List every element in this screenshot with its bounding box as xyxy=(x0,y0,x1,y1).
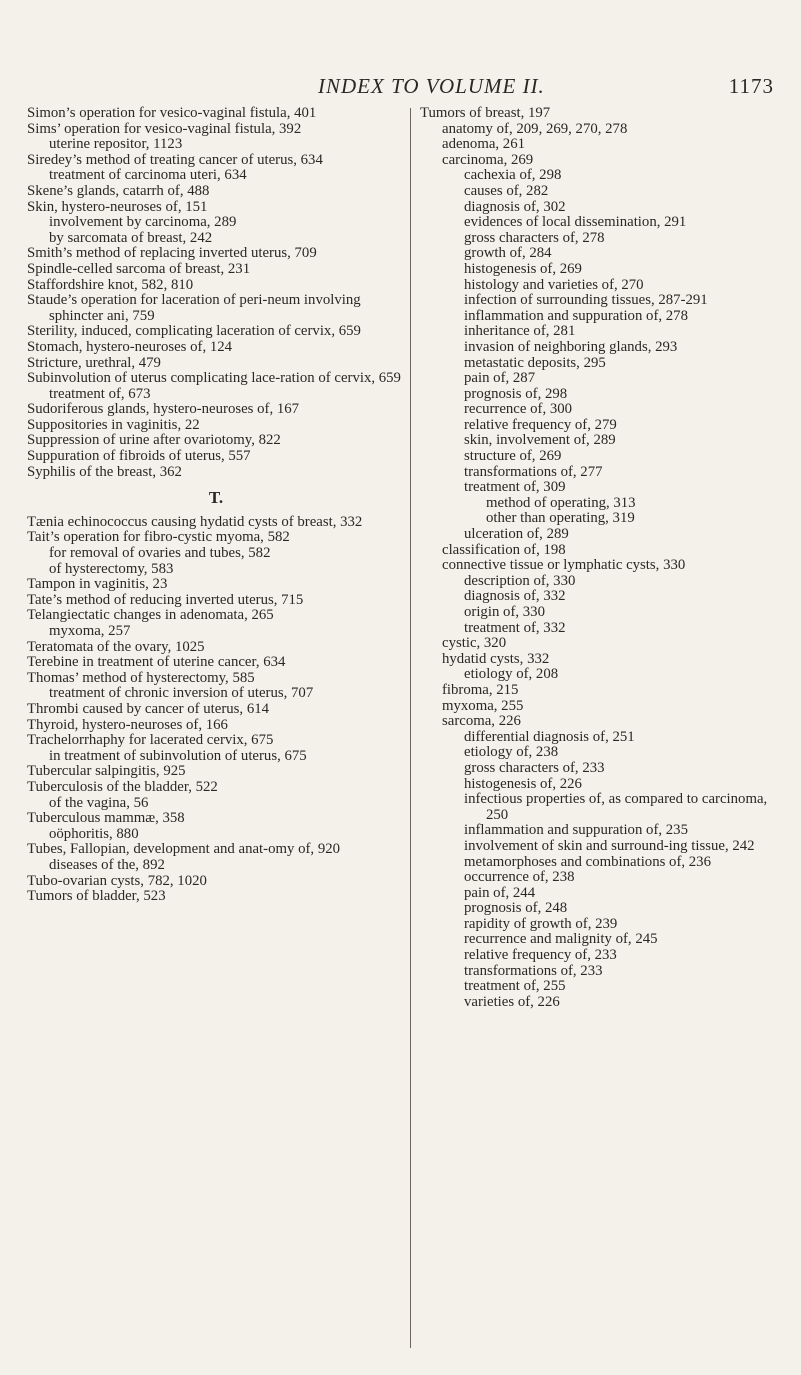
index-subentry: etiology of, 208 xyxy=(464,666,559,683)
index-entry: Teratomata of the ovary, 1025 xyxy=(27,638,205,655)
index-subentry: diagnosis of, 302 xyxy=(464,198,566,215)
index-subentry: recurrence and malignity of, 245 xyxy=(464,931,658,948)
index-subentry: treatment of, 332 xyxy=(464,619,566,636)
index-subentry: involvement by carcinoma, 289 xyxy=(49,214,237,231)
s-entry-list xyxy=(27,106,405,480)
index-subentry: recurrence of, 300 xyxy=(464,401,573,418)
index-entry: Sudoriferous glands, hystero-neuroses of, 167 xyxy=(27,401,300,418)
index-subentry: invasion of neighboring glands, 293 xyxy=(464,338,678,355)
index-entry: Tumors of bladder, 523 xyxy=(27,888,166,905)
index-entry: Sterility, induced, complicating laceration of cervix, 659 xyxy=(27,323,361,340)
index-subentry: of the vagina, 56 xyxy=(49,794,149,811)
index-subentry: infectious properties of, as compared to carcinoma, 250 xyxy=(464,791,768,823)
index-entry: Suppression of urine after ovariotomy, 822 xyxy=(27,432,281,449)
index-entry: Syphilis of the breast, 362 xyxy=(27,463,182,480)
index-subentry: prognosis of, 298 xyxy=(464,385,568,402)
index-entry: Stricture, urethral, 479 xyxy=(27,354,161,371)
index-entry: Spindle-celled sarcoma of breast, 231 xyxy=(27,260,251,277)
index-subentry: anatomy of, 209, 269, 270, 278 xyxy=(442,120,628,137)
index-subentry: carcinoma, 269 xyxy=(442,151,534,168)
index-entry: Thyroid, hystero-neuroses of, 166 xyxy=(27,716,228,733)
index-subentry: other than operating, 319 xyxy=(486,510,635,527)
index-entry: Staffordshire knot, 582, 810 xyxy=(27,276,194,293)
column-divider xyxy=(410,108,411,1348)
index-subentry: connective tissue or lymphatic cysts, 330 xyxy=(442,557,686,574)
index-subentry: diagnosis of, 332 xyxy=(464,588,566,605)
index-subentry: sarcoma, 226 xyxy=(442,713,521,730)
index-subentry: cachexia of, 298 xyxy=(464,167,562,184)
index-entry: Tate’s method of reducing inverted uterus, 715 xyxy=(27,591,304,608)
index-subentry: evidences of local dissemination, 291 xyxy=(464,214,687,231)
index-subentry: transformations of, 277 xyxy=(464,463,603,480)
index-subentry: cystic, 320 xyxy=(442,635,507,652)
index-entry: Telangiectatic changes in adenomata, 265 xyxy=(27,607,274,624)
index-subentry: involvement of skin and surround-ing tissue, 242 xyxy=(464,837,755,854)
index-entry: Tuberculous mammæ, 358 xyxy=(27,810,185,827)
index-subentry: fibroma, 215 xyxy=(442,681,519,698)
index-subentry: adenoma, 261 xyxy=(442,136,526,153)
index-entry: Terebine in treatment of uterine cancer, 634 xyxy=(27,654,286,671)
index-subentry: method of operating, 313 xyxy=(486,494,636,511)
index-subentry: treatment of chronic inversion of uterus, 707 xyxy=(49,685,314,702)
running-title: INDEX TO VOLUME II. xyxy=(318,74,545,98)
index-entry: Thrombi caused by cancer of uterus, 614 xyxy=(27,700,270,717)
index-entry: Suppositories in vaginitis, 22 xyxy=(27,416,200,433)
index-subentry: pain of, 287 xyxy=(464,370,536,387)
index-subentry: metastatic deposits, 295 xyxy=(464,354,606,371)
index-subentry: histology and varieties of, 270 xyxy=(464,276,644,293)
index-entry: Stomach, hystero-neuroses of, 124 xyxy=(27,338,233,355)
index-entry: Tait’s operation for fibro-cystic myoma, 582 xyxy=(27,529,290,546)
index-entry: Tænia echinococcus causing hydatid cysts of breast, 332 xyxy=(27,513,363,530)
index-subentry: transformations of, 233 xyxy=(464,962,603,979)
index-subentry: gross characters of, 233 xyxy=(464,759,605,776)
index-subentry: diseases of the, 892 xyxy=(49,856,165,873)
index-subentry: structure of, 269 xyxy=(464,448,562,465)
index-subentry: prognosis of, 248 xyxy=(464,900,568,917)
index-subentry: classification of, 198 xyxy=(442,541,566,558)
index-entry: Sims’ operation for vesico-vaginal fistula, 392 xyxy=(27,120,302,137)
left-column xyxy=(27,106,405,905)
index-subentry: pain of, 244 xyxy=(464,884,536,901)
index-subentry: growth of, 284 xyxy=(464,245,552,262)
index-subentry: origin of, 330 xyxy=(464,604,545,620)
index-subentry: skin, involvement of, 289 xyxy=(464,432,616,449)
right-column xyxy=(420,106,786,1010)
index-subentry: relative frequency of, 233 xyxy=(464,947,617,964)
index-subentry: varieties of, 226 xyxy=(464,993,560,1010)
page-header xyxy=(0,64,801,100)
index-entry: Simon’s operation for vesico-vaginal fistula, 401 xyxy=(27,105,317,121)
index-subentry: uterine repositor, 1123 xyxy=(49,136,183,153)
section-letter-heading: T. xyxy=(208,488,224,508)
index-entry: Suppuration of fibroids of uterus, 557 xyxy=(27,448,251,465)
index-entry: Thomas’ method of hysterectomy, 585 xyxy=(27,669,255,686)
index-subentry: gross characters of, 278 xyxy=(464,229,605,246)
index-entry: Smith’s method of replacing inverted uterus, 709 xyxy=(27,245,317,262)
index-subentry: occurrence of, 238 xyxy=(464,869,575,886)
index-subentry: myxoma, 257 xyxy=(49,623,131,639)
index-entry: Skene’s glands, catarrh of, 488 xyxy=(27,182,210,199)
index-subentry: histogenesis of, 226 xyxy=(464,775,582,792)
index-entry: Tuberculosis of the bladder, 522 xyxy=(27,778,218,795)
index-subentry: in treatment of subinvolution of uterus, 675 xyxy=(49,747,307,764)
index-subentry: myxoma, 255 xyxy=(442,697,524,714)
index-entry: Siredey’s method of treating cancer of uterus, 634 xyxy=(27,151,323,168)
t-entry-list xyxy=(27,515,405,905)
index-subentry: hydatid cysts, 332 xyxy=(442,650,550,667)
index-subentry: inflammation and suppuration of, 278 xyxy=(464,307,688,324)
index-subentry: treatment of, 255 xyxy=(464,978,566,995)
index-subentry: treatment of, 309 xyxy=(464,479,566,496)
index-subentry: of hysterectomy, 583 xyxy=(49,560,174,577)
index-subentry: for removal of ovaries and tubes, 582 xyxy=(49,545,271,562)
index-subentry: treatment of, 673 xyxy=(49,385,151,402)
index-subentry: description of, 330 xyxy=(464,572,576,589)
index-subentry: causes of, 282 xyxy=(464,182,549,199)
page-number: 1173 xyxy=(728,74,774,98)
index-entry: Tubes, Fallopian, development and anat-omy of, 920 xyxy=(27,841,341,858)
index-subentry: inflammation and suppuration of, 235 xyxy=(464,822,688,839)
index-subentry: relative frequency of, 279 xyxy=(464,416,617,433)
index-entry: Tubercular salpingitis, 925 xyxy=(27,763,186,780)
index-entry: Skin, hystero-neuroses of, 151 xyxy=(27,198,208,215)
index-subentry: inheritance of, 281 xyxy=(464,323,576,340)
index-subentry: ulceration of, 289 xyxy=(464,526,569,543)
index-subentry: etiology of, 238 xyxy=(464,744,559,761)
index-subentry: metamorphoses and combinations of, 236 xyxy=(464,853,711,870)
index-subentry: differential diagnosis of, 251 xyxy=(464,728,635,745)
index-subentry: infection of surrounding tissues, 287-291 xyxy=(464,292,708,309)
index-entry: Subinvolution of uterus complicating lace-ration of cervix, 659 xyxy=(27,370,401,387)
index-subentry: by sarcomata of breast, 242 xyxy=(49,229,213,246)
index-entry: Tubo-ovarian cysts, 782, 1020 xyxy=(27,872,207,889)
index-subentry: treatment of carcinoma uteri, 634 xyxy=(49,167,247,184)
tumors-entry-list xyxy=(420,106,786,1010)
index-entry: Tumors of breast, 197 xyxy=(420,105,551,121)
index-entry: Staude’s operation for laceration of peri-neum involving sphincter ani, 759 xyxy=(27,292,361,324)
index-entry: Trachelorrhaphy for lacerated cervix, 675 xyxy=(27,732,274,749)
index-subentry: oöphoritis, 880 xyxy=(49,825,139,842)
index-entry: Tampon in vaginitis, 23 xyxy=(27,576,168,593)
index-subentry: histogenesis of, 269 xyxy=(464,260,582,277)
index-subentry: rapidity of growth of, 239 xyxy=(464,915,618,932)
